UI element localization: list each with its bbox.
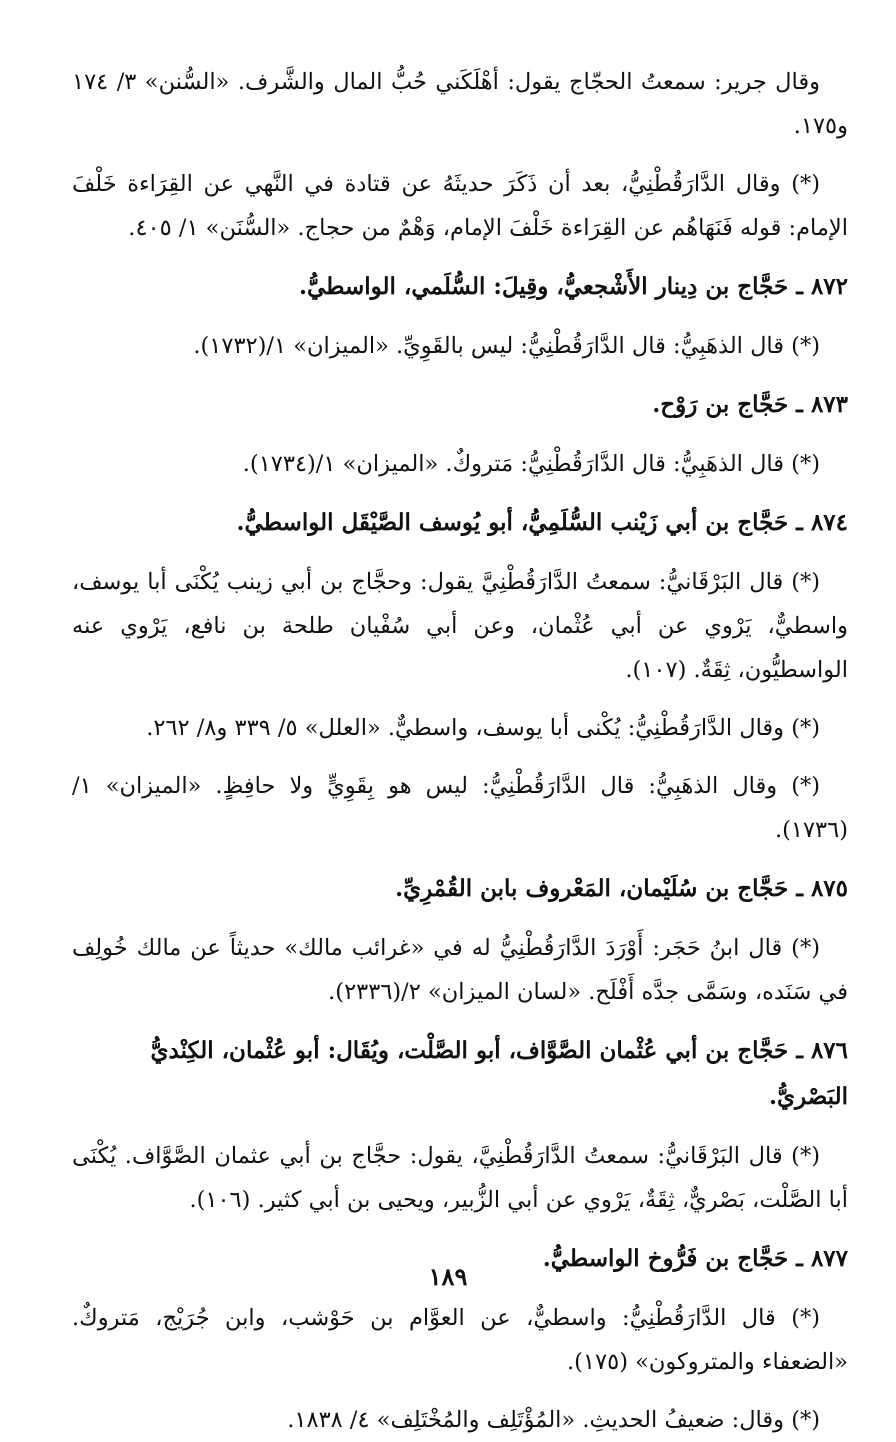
paragraph: وقال جرير: سمعتُ الحجّاج يقول: أهْلَكَني حُبُّ المال والشَّرف. «السُّنن» ٣/ ١٧٤ و١٧٥. bbox=[72, 69, 848, 139]
paragraph: (*) قال الذهَبِيُّ: قال الدَّارَقُطْنِيُّ: ليس بالقَوِيِّ. «الميزان» ١/(١٧٣٢). bbox=[193, 333, 820, 359]
paragraph: (*) قال الدَّارَقُطْنِيُّ: واسطيٌّ، عن العوَّام بن حَوْشب، وابن جُرَيْج، مَتروكٌ. «الضعفاء والمتروكون» (١٧٥). bbox=[72, 1305, 848, 1375]
paragraph: (*) قال الذهَبِيُّ: قال الدَّارَقُطْنِيُّ: مَتروكٌ. «الميزان» ١/(١٧٣٤). bbox=[242, 451, 820, 477]
entry-title: ٨٧٣ ـ حَجَّاج بن رَوْح. bbox=[652, 391, 848, 418]
entry-title: ٨٧٧ ـ حَجَّاج بن فَرُّوخ الواسطيُّ. bbox=[542, 1245, 848, 1272]
paragraph: (*) قال البَرْقَانيُّ: سمعتُ الدَّارَقُطْنِيَّ يقول: وحجَّاج بن أبي زينب يُكْنَى أبا يوسف، واسطيٌّ، يَرْوي عن أبي عُثْمان، وعن أبي سُفْيان طلحة بن نافع، يَرْوي عنه الواسطيُّون، ثِقَةٌ. (١٠٧). bbox=[72, 569, 848, 683]
entry-title: ٨٧٤ ـ حَجَّاج بن أبي زَيْنب السُّلَمِيُّ، أبو يُوسف الصَّيْقَل الواسطيُّ. bbox=[236, 509, 848, 536]
entry-title: ٨٧٥ ـ حَجَّاج بن سُلَيْمان، المَعْروف بابن القُمْرِيِّ. bbox=[395, 875, 848, 902]
paragraph: (*) وقال: ضعيفُ الحديثِ. «المُؤْتَلِف والمُخْتَلِف» ٤/ ١٨٣٨. bbox=[287, 1407, 820, 1433]
paragraph: (*) قال البَرْقَانيُّ: سمعتُ الدَّارَقُطْنِيَّ، يقول: حجَّاج بن أبي عثمان الصَّوَّاف. يُكْنَى أبا الصَّلْت، بَصْريٌّ، ثِقَةٌ، يَرْوي عن أبي الزُّبير، ويحيى بن أبي كثير. (١٠٦). bbox=[72, 1143, 848, 1213]
paragraph: (*) وقال الدَّارَقُطْنِيُّ: يُكْنى أبا يوسف، واسطيٌّ. «العلل» ٥/ ٣٣٩ و٨/ ٢٦٢. bbox=[146, 715, 820, 741]
paragraph: (*) قال ابنُ حَجَر: أَوْرَدَ الدَّارَقُطْنِيُّ له في «غرائب مالك» حديثاً عن مالك خُولِف في سَنَده، وسَمَّى جدَّه أَفْلَح. «لسان الميزان» ٢/(٢٣٣٦). bbox=[72, 935, 848, 1005]
page-number: ١٨٩ bbox=[428, 1262, 468, 1291]
paragraph: (*) وقال الدَّارَقُطْنِيُّ، بعد أن ذَكَرَ حديثَهُ عن قتادة في النَّهي عن القِرَاءة خَلْفَ الإمام: قوله فَنَهَاهُم عن القِرَاءة خَلْفَ الإمام، وَهْمٌ من حجاج. «السُّنَن» ١/ ٤٠٥. bbox=[72, 171, 848, 241]
entry-title: ٨٧٢ ـ حَجَّاج بن دِينار الأَشْجعيُّ، وقِيلَ: السُّلَمي، الواسطيُّ. bbox=[298, 273, 848, 300]
page-content bbox=[72, 60, 848, 1442]
entry-title: ٨٧٦ ـ حَجَّاج بن أبي عُثْمان الصَّوَّاف، أبو الصَّلْت، ويُقَال: أبو عُثْمان، الكِنْديُّ البَصْريُّ. bbox=[150, 1037, 848, 1110]
paragraph: (*) وقال الذهَبِيُّ: قال الدَّارَقُطْنِيُّ: ليس هو بِقَوِيٍّ ولا حافِظٍ. «الميزان» ١/ (١٧٣٦). bbox=[72, 773, 848, 843]
